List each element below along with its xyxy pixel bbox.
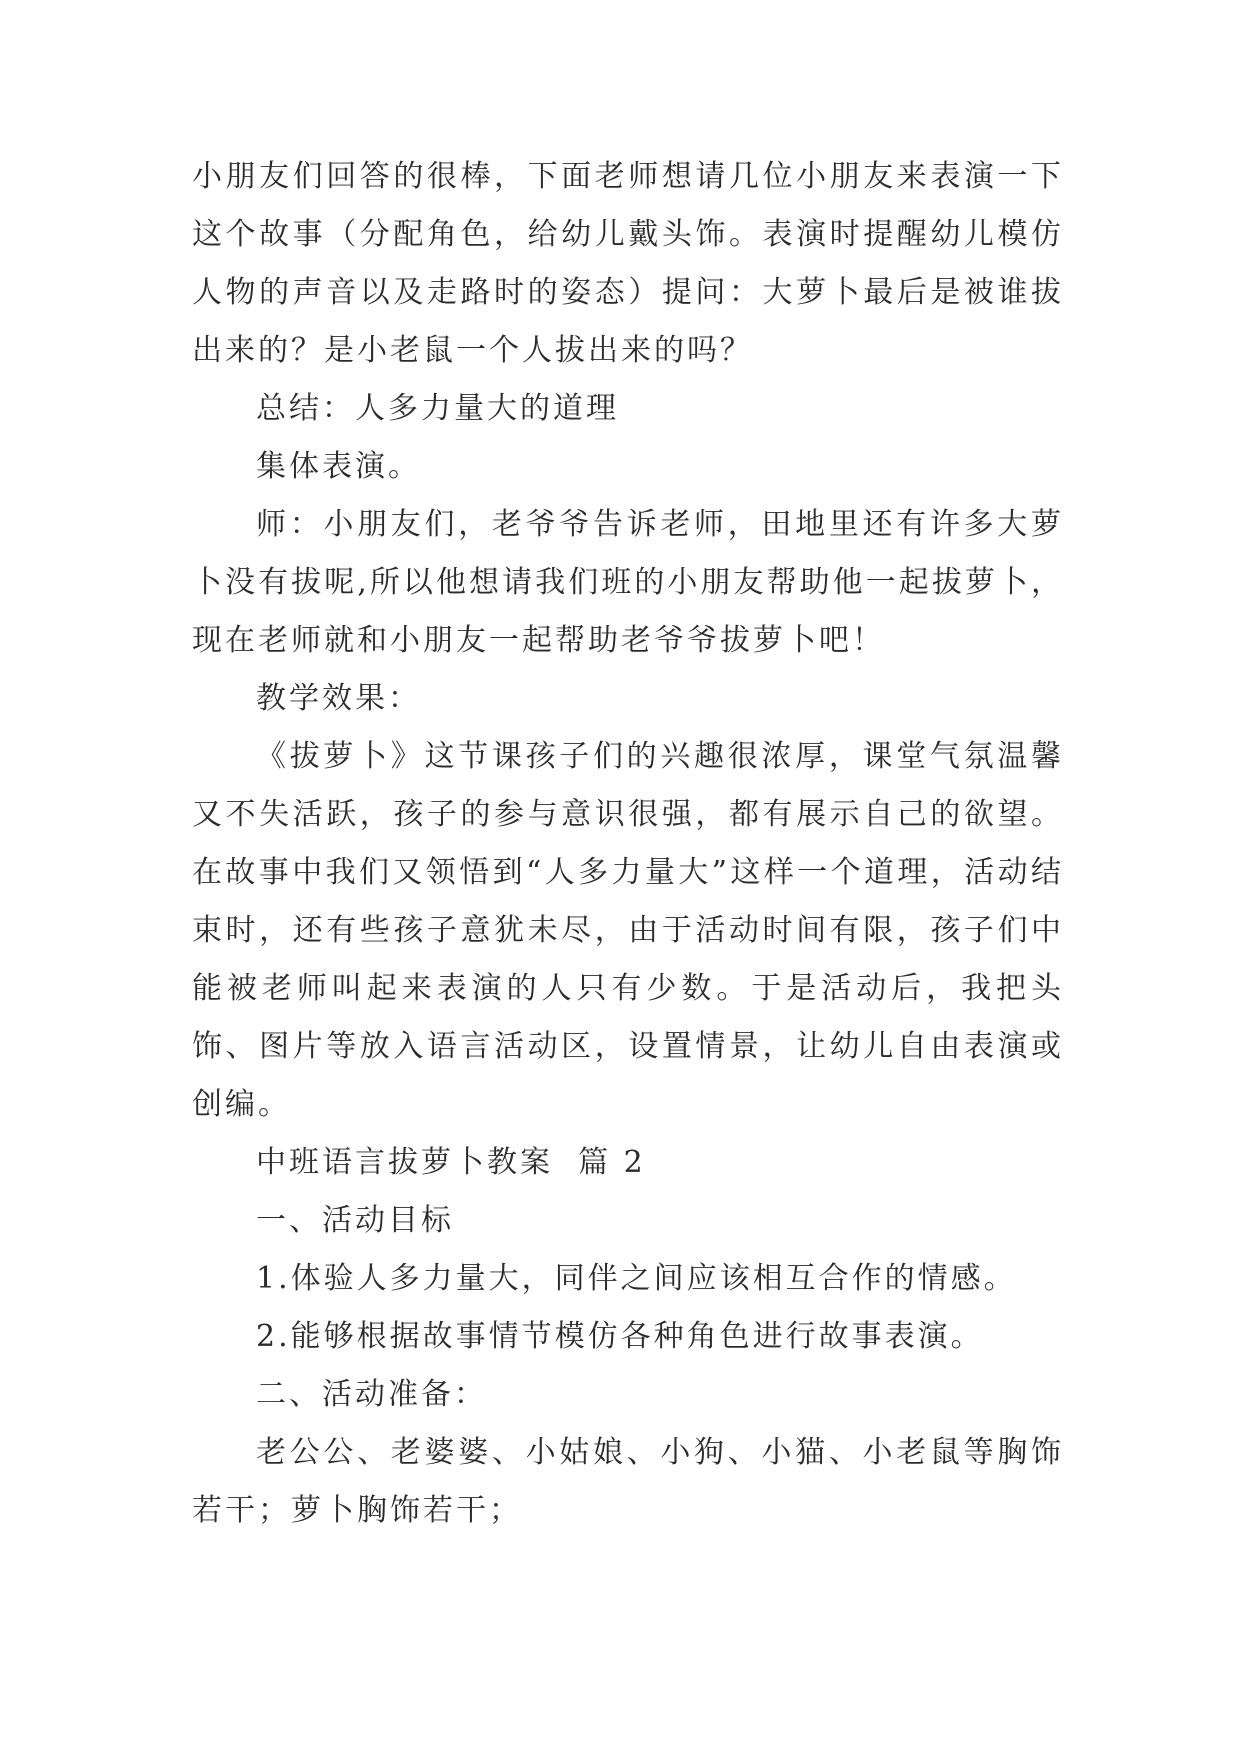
paragraph-materials: 老公公、老婆婆、小姑娘、小狗、小猫、小老鼠等胸饰若干；萝卜胸饰若干； <box>192 1435 1064 1528</box>
paragraph-performance-intro: 小朋友们回答的很棒，下面老师想请几位小朋友来表演一下这个故事（分配角色，给幼儿戴头饰。表演时提醒幼儿模仿人物的声音以及走路时的姿态）提问：大萝卜最后是被谁拔出来的？是小老鼠一个人拔出来的吗？ <box>192 159 1064 368</box>
heading-activity-goals: 一、活动目标 <box>256 1203 454 1238</box>
heading-activity-preparation: 二、活动准备： <box>256 1377 487 1412</box>
goal-item-1: 1.体验人多力量大，同伴之间应该相互合作的情感。 <box>256 1261 1017 1296</box>
paragraph-teaching-effect: 《拔萝卜》这节课孩子们的兴趣很浓厚，课堂气氛温馨又不失活跃，孩子的参与意识很强，都有展示自己的欲望。在故事中我们又领悟到“人多力量大”这样一个道理，活动结束时，还有些孩子意犹未尽，由于活动时间有限，孩子们中能被老师叫起来表演的人只有少数。于是活动后，我把头饰、图片等放入语言活动区，设置情景，让幼儿自由表演或创编。 <box>192 739 1064 1122</box>
paragraph-teacher-speech: 师：小朋友们，老爷爷告诉老师，田地里还有许多大萝卜没有拔呢,所以他想请我们班的小朋友帮助他一起拔萝卜，现在老师就和小朋友一起帮助老爷爷拔萝卜吧！ <box>192 507 1064 658</box>
paragraph-summary: 总结：人多力量大的道理 <box>256 391 619 426</box>
paragraph-group-performance: 集体表演。 <box>256 449 421 484</box>
goal-item-2: 2.能够根据故事情节模仿各种角色进行故事表演。 <box>256 1319 984 1354</box>
document-body <box>192 148 1064 1540</box>
section-title-lesson-2: 中班语言拔萝卜教案 篇 2 <box>256 1145 646 1180</box>
heading-teaching-effect: 教学效果： <box>256 681 421 716</box>
